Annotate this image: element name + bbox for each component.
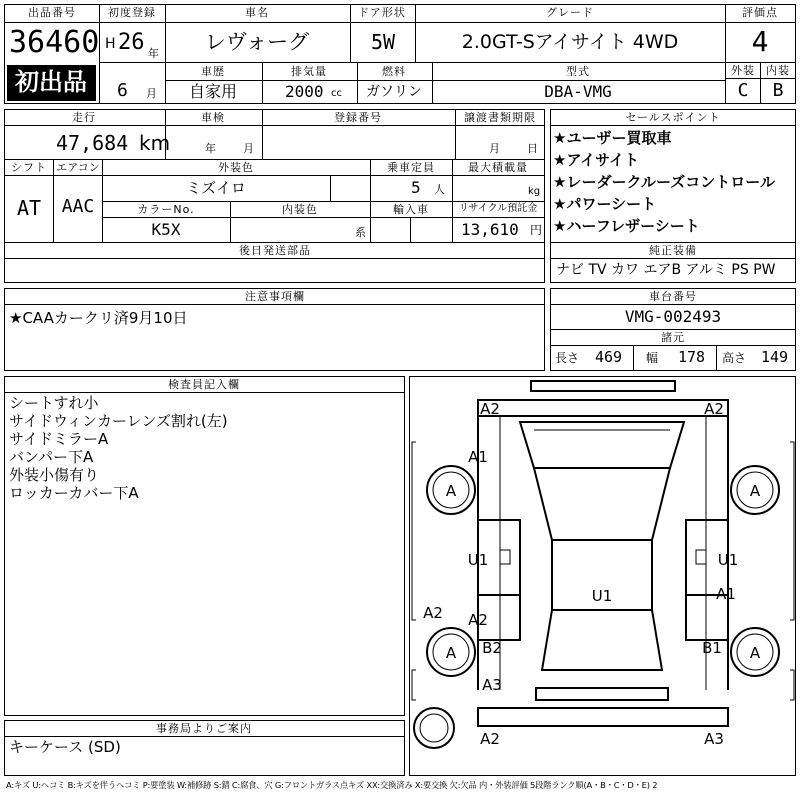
ext-color: ミズイロ xyxy=(186,179,246,197)
era: H xyxy=(105,36,116,52)
grade-label: グレード xyxy=(546,6,594,19)
recycle-fee: 13,610 xyxy=(461,220,519,239)
transfer-month-unit: 月 xyxy=(489,142,500,155)
history-label: 車歴 xyxy=(201,65,225,78)
front-bumper-strip xyxy=(531,381,675,391)
color-no: K5X xyxy=(151,220,181,239)
legend: A:キズ U:ヘコミ B:キズを伴うヘコミ P:要塗装 W:補修跡 S:錆 C:腐食、穴 G:フロントガラス点キズ XX:交換済み X:要交換 欠:欠品 内・外装評価 5段階ランク順(A・B・C・D・E) 2 xyxy=(6,780,658,790)
inspector-line: バンパー下A xyxy=(9,448,94,466)
mark-qtr-left: B2 xyxy=(482,639,502,657)
displacement-unit: cc xyxy=(331,88,342,99)
mark-rear-left: A2 xyxy=(480,730,500,748)
mileage-unit: km xyxy=(139,131,171,155)
lot-no-label: 出品番号 xyxy=(28,6,76,19)
grade: 2.0GT-Sアイサイト 4WD xyxy=(461,31,679,53)
car-diagram xyxy=(409,376,796,776)
hood xyxy=(520,422,684,468)
displacement-label: 排気量 xyxy=(291,65,327,78)
reg-month: 6 xyxy=(117,80,128,101)
interior-grade: B xyxy=(772,80,784,101)
capacity: 5 xyxy=(411,178,421,197)
inspector-label: 検査員記入欄 xyxy=(168,378,240,391)
equipment-label: 純正装備 xyxy=(649,244,697,257)
front-bumper xyxy=(478,400,728,416)
dims-label: 諸元 xyxy=(661,331,685,344)
office-label: 事務局よりご案内 xyxy=(156,722,252,735)
year-unit: 年 xyxy=(148,47,159,60)
inspector-line: ロッカーカバー下A xyxy=(9,484,139,502)
reg-year: 26 xyxy=(118,30,145,55)
model-label: 型式 xyxy=(566,65,590,78)
mileage-label: 走行 xyxy=(72,111,96,124)
door-type: 5W xyxy=(370,30,396,54)
score: 4 xyxy=(751,25,769,58)
inspector-line: サイドウィンカーレンズ割れ(左) xyxy=(9,412,228,430)
notes-label: 注意事項欄 xyxy=(245,290,305,303)
width: 178 xyxy=(678,348,706,366)
mark-door-fr: U1 xyxy=(717,551,739,569)
width-label: 幅 xyxy=(646,351,659,365)
ext-color-label: 外装色 xyxy=(218,161,254,174)
sales-point-item: ★レーダークルーズコントロール xyxy=(553,173,775,191)
color-no-label: カラーNo. xyxy=(137,203,195,216)
inspector-line: サイドミラーA xyxy=(9,430,109,448)
transfer-docs-label: 譲渡書類期限 xyxy=(464,111,536,124)
sales-point-item: ★アイサイト xyxy=(553,151,640,169)
rear-glass xyxy=(542,610,662,670)
inspection-year-unit: 年 xyxy=(205,142,216,155)
mark-wheel-fl: A xyxy=(445,482,457,500)
mark-qtr-right: B1 xyxy=(702,639,722,657)
exterior-label: 外装 xyxy=(731,64,755,77)
sales-points-label: セールスポイント xyxy=(625,111,721,124)
sales-point-item: ★ユーザー買取車 xyxy=(553,129,672,147)
history: 自家用 xyxy=(188,82,238,101)
mark-roof: U1 xyxy=(591,587,613,605)
plate-label: 登録番号 xyxy=(334,111,382,124)
mark-door-fl: U1 xyxy=(467,551,489,569)
capacity-label: 乗車定員 xyxy=(387,161,435,174)
int-color-unit: 系 xyxy=(355,226,366,239)
month-unit: 月 xyxy=(146,87,157,100)
mark-hood-left: A1 xyxy=(468,448,488,466)
mark-door-rr: A1 xyxy=(716,585,736,603)
mark-wheel-rl: A xyxy=(445,644,457,662)
chassis-label: 車台番号 xyxy=(649,290,697,303)
int-color-label: 内装色 xyxy=(282,203,318,216)
inspection-label: 車検 xyxy=(201,111,225,124)
inspection-month-unit: 月 xyxy=(243,142,254,155)
first-reg-label: 初度登録 xyxy=(108,6,156,19)
shift: AT xyxy=(16,196,42,220)
first-listing-text: 初出品 xyxy=(15,68,87,96)
inspector-line: シートすれ小 xyxy=(9,394,99,412)
import-label: 輸入車 xyxy=(393,203,429,216)
recycle-label: リサイクル預託金 xyxy=(458,203,538,214)
displacement: 2000 xyxy=(285,82,324,101)
mark-rear-right: A3 xyxy=(704,730,724,748)
sales-point-item: ★ハーフレザーシート xyxy=(553,217,700,235)
aircon-label: エアコン xyxy=(56,161,100,174)
mark-rear-qtr-left: A3 xyxy=(482,676,502,694)
length: 469 xyxy=(595,348,623,366)
notes-text: ★CAAカークリ済9月10日 xyxy=(9,309,188,327)
length-label: 長さ xyxy=(555,351,580,365)
fuel-label: 燃料 xyxy=(382,65,406,78)
interior-label: 内装 xyxy=(766,64,790,77)
inspector-line: 外装小傷有り xyxy=(9,466,100,484)
rear-bumper xyxy=(478,708,728,726)
load-label: 最大積載量 xyxy=(468,161,528,174)
mileage: 47,684 xyxy=(56,131,129,155)
equipment: ナビ TV カワ エアB アルミ PS PW xyxy=(556,262,776,278)
car-name: レヴォーグ xyxy=(204,30,310,54)
capacity-unit: 人 xyxy=(434,183,445,196)
office-text: キーケース (SD) xyxy=(9,738,121,756)
chassis-number: VMG-002493 xyxy=(624,307,722,326)
exterior-grade: C xyxy=(737,80,749,101)
height: 149 xyxy=(761,348,789,366)
score-label: 評価点 xyxy=(742,6,778,19)
load-unit: kg xyxy=(528,186,541,197)
height-label: 高さ xyxy=(722,351,747,365)
mark-wheel-fr: A xyxy=(749,482,761,500)
later-parts-label: 後日発送部品 xyxy=(239,244,311,257)
trunk-strip xyxy=(536,688,668,700)
mark-front-left: A2 xyxy=(480,400,500,418)
fuel: ガソリン xyxy=(366,84,422,100)
lot-number: 36460 xyxy=(9,25,100,60)
transfer-day-unit: 日 xyxy=(527,142,538,155)
shift-label: シフト xyxy=(11,161,47,174)
model-code: DBA-VMG xyxy=(544,82,612,101)
windshield xyxy=(534,468,670,540)
mark-door-rl: A2 xyxy=(468,611,488,629)
car-name-label: 車名 xyxy=(245,6,269,19)
mark-wheel-rr: A xyxy=(749,644,761,662)
aircon: AAC xyxy=(61,196,95,217)
door-label: ドア形状 xyxy=(358,6,406,19)
sales-point-item: ★パワーシート xyxy=(553,195,657,213)
recycle-unit: 円 xyxy=(530,223,543,237)
mark-rocker-left: A2 xyxy=(423,604,443,622)
mark-front-right: A2 xyxy=(704,400,724,418)
